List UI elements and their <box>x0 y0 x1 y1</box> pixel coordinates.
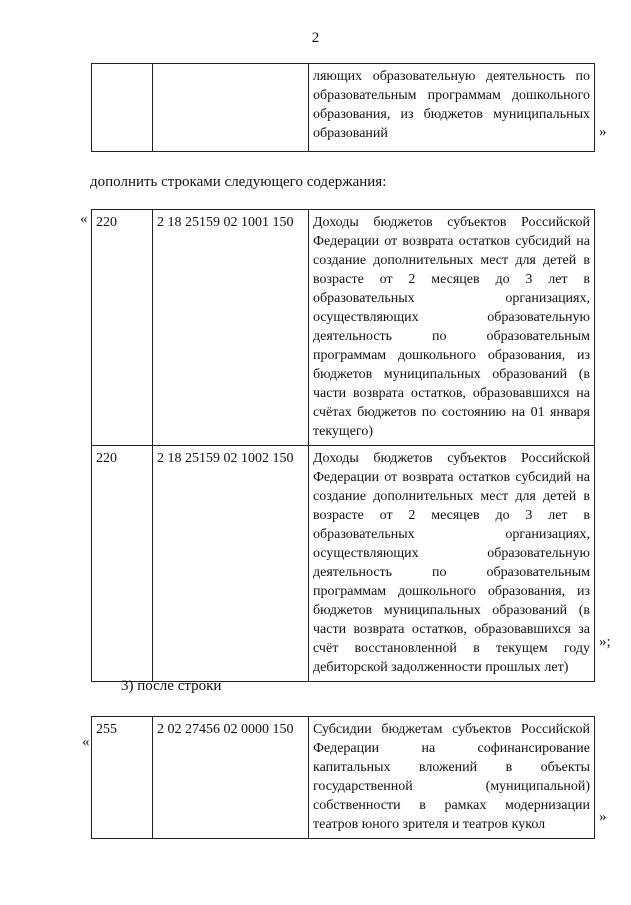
code-cell: 255 <box>92 717 153 839</box>
description-cell: ляющих образовательную деятельность по образовательным программам дошкольного образования, из бюджетов муниципальных образований <box>309 64 595 152</box>
kbk-cell <box>153 64 309 152</box>
page-number: 2 <box>311 30 320 46</box>
continuation-table <box>91 63 595 152</box>
table-row <box>92 446 595 682</box>
description-cell: Доходы бюджетов субъектов Российской Федерации от возврата остатков субсидий на создание дополнительных мест для детей в возрасте от 2 месяцев до 3 лет в образовательных организациях, осуществляющих образовательную деятельность по образовательным программам дошкольного образования, из бюджетов муниципальных образований (в части возврата остатков, образовавшихся за счёт восстановленной в текущем году дебиторской задолженности прошлых лет) <box>309 446 595 682</box>
close-quote: » <box>599 809 607 825</box>
code-cell: 220 <box>92 210 153 446</box>
description-cell: Субсидии бюджетам субъектов Российской Федерации на софинансирование капитальных вложений в объекты государственной (муниципальной) собственности в рамках модернизации театров юного зрителя и театров кукол <box>309 717 595 839</box>
kbk-cell: 2 02 27456 02 0000 150 <box>153 717 309 839</box>
close-quote: » <box>599 124 607 140</box>
paragraph-after-row: 3) после строки <box>121 678 222 694</box>
kbk-cell: 2 18 25159 02 1002 150 <box>153 446 309 682</box>
after-row-table <box>91 716 595 839</box>
code-cell <box>92 64 153 152</box>
open-quote: « <box>82 734 90 750</box>
table-row <box>92 64 595 152</box>
close-quote: »; <box>599 634 611 650</box>
new-rows-table <box>91 209 595 682</box>
table-row <box>92 717 595 839</box>
open-quote: « <box>80 211 88 227</box>
code-cell: 220 <box>92 446 153 682</box>
description-cell: Доходы бюджетов субъектов Российской Федерации от возврата остатков субсидий на создание дополнительных мест для детей в возрасте от 2 месяцев до 3 лет в образовательных организациях, осуществляющих образовательную деятельность по образовательным программам дошкольного образования, из бюджетов муниципальных образований (в части возврата остатков, образовавшихся на счётах бюджетов по состоянию на 01 января текущего) <box>309 210 595 446</box>
kbk-cell: 2 18 25159 02 1001 150 <box>153 210 309 446</box>
table-row <box>92 210 595 446</box>
paragraph-add-rows: дополнить строками следующего содержания: <box>90 174 387 190</box>
